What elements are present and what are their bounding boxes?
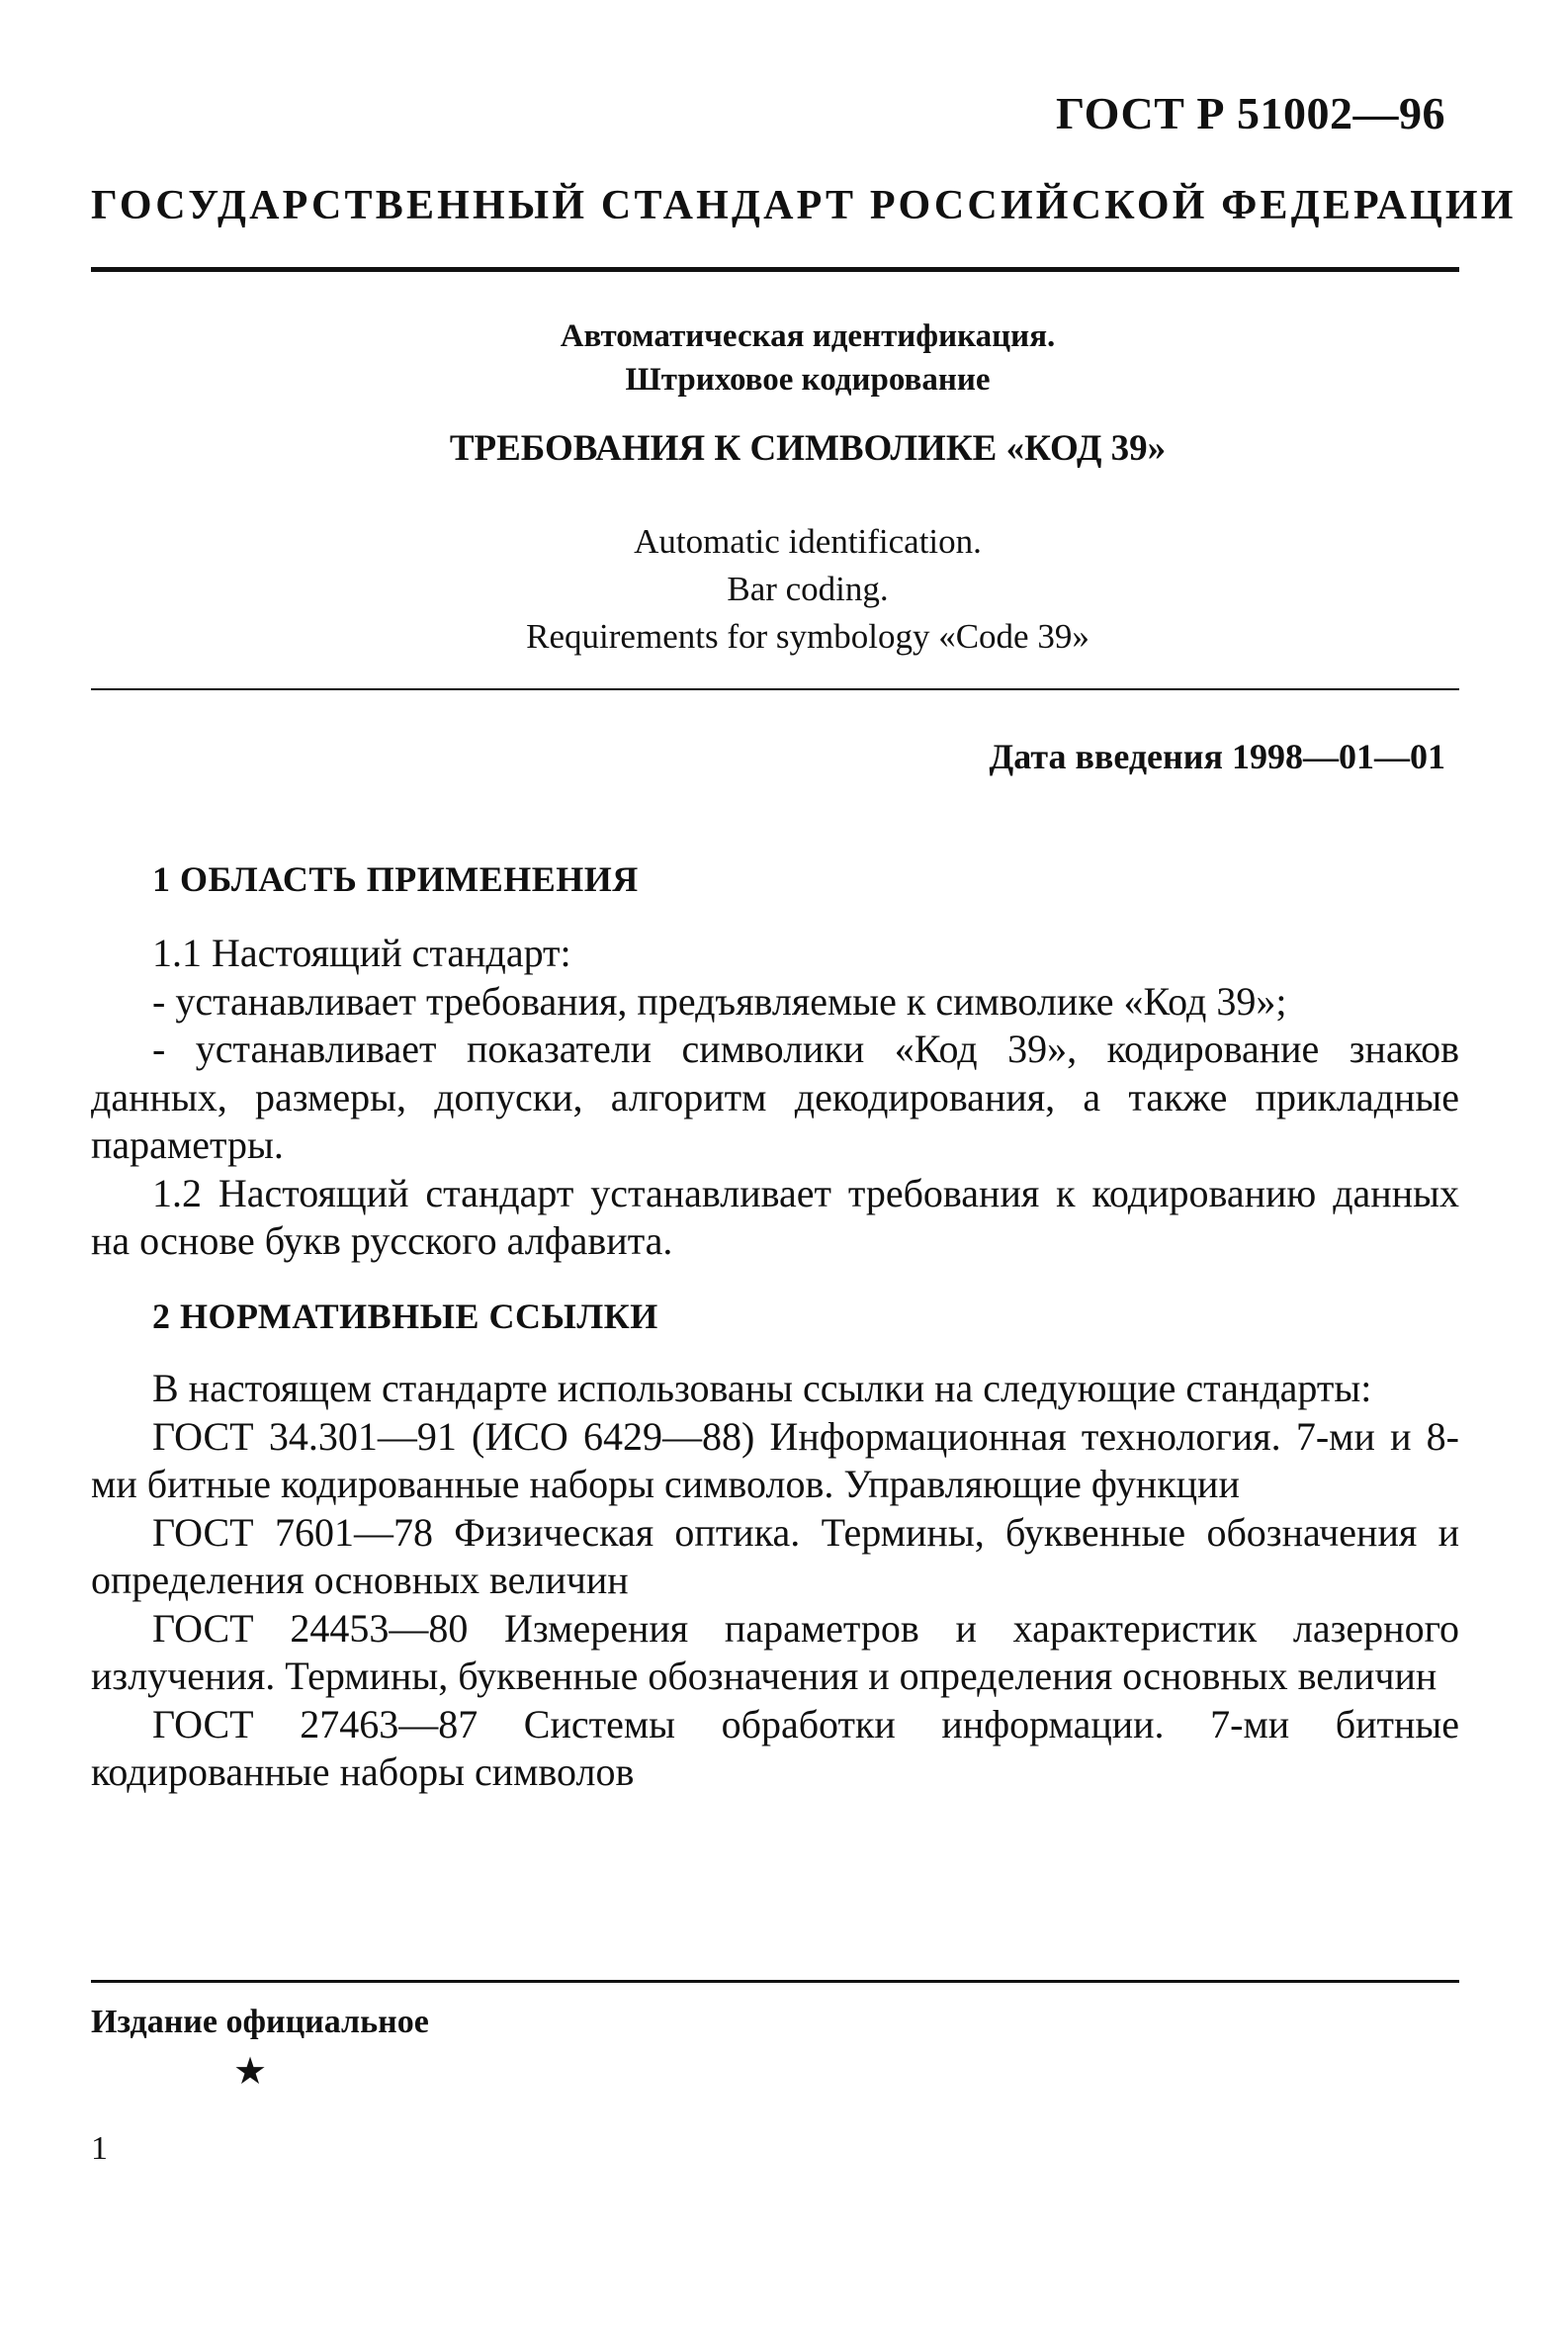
section-1-paragraph: 1.2 Настоящий стандарт устанавливает требования к кодированию данных на основе букв русского алфавита. bbox=[91, 1170, 1459, 1263]
introduction-date: Дата введения 1998—01—01 bbox=[989, 737, 1445, 776]
star-icon: ★ bbox=[233, 2051, 268, 2093]
normative-reference-item: ГОСТ 34.301—91 (ИСО 6429—88) Информационная технология. 7-ми и 8-ми битные кодированные наборы символов. Управляющие функции bbox=[91, 1413, 1459, 1506]
section-1-body bbox=[91, 930, 1459, 1266]
section-2-body bbox=[91, 1365, 1459, 1797]
section-1-paragraph: - устанавливает требования, предъявляемые к символике «Код 39»; bbox=[152, 978, 1287, 1024]
english-title-line-1: Automatic identification. bbox=[634, 522, 982, 561]
russian-title-line-2: Штриховое кодирование bbox=[625, 362, 991, 398]
english-title-line-2: Bar coding. bbox=[727, 570, 889, 608]
normative-reference-item: ГОСТ 24453—80 Измерения параметров и характеристик лазерного излучения. Термины, буквенные обозначения и определения основных величин bbox=[91, 1605, 1459, 1698]
document-code: ГОСТ Р 51002—96 bbox=[1056, 88, 1445, 138]
english-title bbox=[91, 518, 1524, 661]
section-1-paragraph: 1.1 Настоящий стандарт: bbox=[152, 931, 571, 975]
state-standard-header: ГОСУДАРСТВЕННЫЙ СТАНДАРТ РОССИЙСКОЙ ФЕДЕРАЦИИ bbox=[91, 183, 1517, 228]
normative-reference-item: ГОСТ 7601—78 Физическая оптика. Термины, буквенные обозначения и определения основных величин bbox=[91, 1509, 1459, 1602]
russian-title-line-1: Автоматическая идентификация. bbox=[560, 318, 1056, 354]
header-divider bbox=[91, 267, 1459, 272]
title-divider bbox=[91, 688, 1459, 690]
footer-divider bbox=[91, 1980, 1459, 1983]
normative-reference-item: ГОСТ 27463—87 Системы обработки информации. 7-ми битные кодированные наборы символов bbox=[91, 1701, 1459, 1794]
section-1-paragraph: - устанавливает показатели символики «Код 39», кодирование знаков данных, размеры, допуски, алгоритм декодирования, а также прикладные параметры. bbox=[91, 1027, 1459, 1167]
section-2-intro: В настоящем стандарте использованы ссылки на следующие стандарты: bbox=[152, 1366, 1372, 1410]
page-number: 1 bbox=[91, 2130, 108, 2167]
official-edition-label: Издание официальное bbox=[91, 2004, 429, 2040]
main-title: ТРЕБОВАНИЯ К СИМВОЛИКЕ «КОД 39» bbox=[449, 428, 1167, 469]
english-title-line-3: Requirements for symbology «Code 39» bbox=[526, 617, 1089, 656]
section-1-heading: 1 ОБЛАСТЬ ПРИМЕНЕНИЯ bbox=[152, 859, 639, 899]
section-2-heading: 2 НОРМАТИВНЫЕ ССЫЛКИ bbox=[152, 1297, 658, 1336]
russian-title bbox=[91, 314, 1524, 402]
